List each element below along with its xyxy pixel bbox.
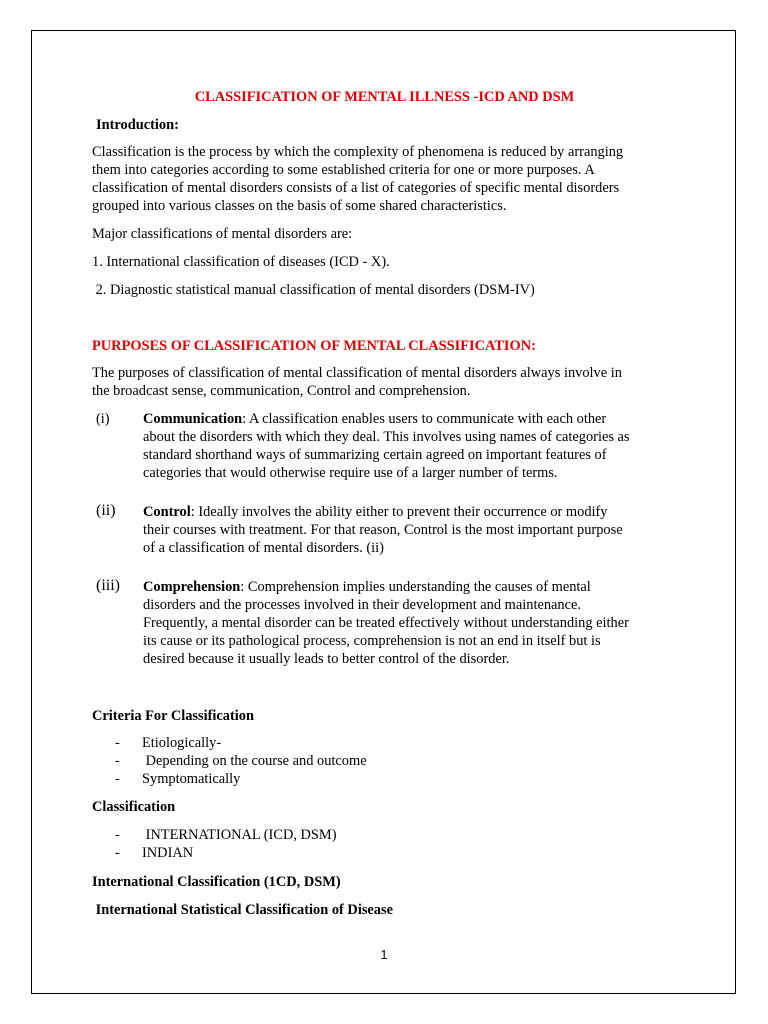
document-title: CLASSIFICATION OF MENTAL ILLNESS -ICD AND DSM bbox=[194, 89, 575, 105]
intro-line: classification of mental disorders consists of a list of categories of specific mental disorders bbox=[92, 180, 620, 196]
purpose-line: : Ideally involves the ability either to prevent their occurrence or modify bbox=[190, 504, 608, 520]
purpose-line: categories that would otherwise require use of a larger number of terms. bbox=[143, 465, 558, 481]
intro-line: grouped into various classes on the basis of some shared characteristics. bbox=[92, 198, 507, 214]
purpose-term: Control bbox=[143, 504, 191, 520]
purpose-term: Communication bbox=[143, 411, 243, 427]
classification-heading: Classification bbox=[92, 799, 176, 815]
purpose-numeral: (ii) bbox=[96, 502, 116, 519]
major-intro: Major classifications of mental disorders are: bbox=[92, 226, 353, 242]
purpose-line: its cause or its pathological process, comprehension is not an end in itself but is bbox=[143, 633, 601, 649]
purpose-text bbox=[143, 503, 671, 557]
purpose-numeral: (i) bbox=[96, 411, 110, 427]
purpose-item-communication bbox=[92, 410, 677, 482]
intro-paragraph bbox=[92, 143, 677, 215]
purpose-item-comprehension bbox=[92, 578, 677, 668]
purpose-line: : A classification enables users to communicate with each other bbox=[242, 411, 607, 427]
purpose-line: Frequently, a mental disorder can be treated effectively without understanding either bbox=[143, 615, 629, 631]
purpose-line: of a classification of mental disorders. (ii) bbox=[143, 540, 384, 556]
purpose-line: : Comprehension implies understanding the causes of mental bbox=[240, 579, 591, 595]
criteria-heading: Criteria For Classification bbox=[92, 708, 254, 724]
list-item: - INTERNATIONAL (ICD, DSM) bbox=[115, 827, 337, 843]
purpose-numeral: (iii) bbox=[96, 577, 120, 594]
purpose-line: desired because it usually leads to better control of the disorder. bbox=[143, 651, 510, 667]
major-item-dsm: 2. Diagnostic statistical manual classification of mental disorders (DSM-IV) bbox=[92, 282, 535, 298]
intro-line: them into categories according to some established criteria for one or more purposes. A bbox=[92, 162, 595, 178]
purposes-intro-line: The purposes of classification of mental classification of mental disorders always involve in bbox=[92, 365, 622, 381]
classification-list bbox=[92, 826, 677, 862]
purpose-text bbox=[143, 410, 671, 482]
purpose-line: about the disorders with which they deal. This involves using names of categories as bbox=[143, 429, 630, 445]
purpose-term: Comprehension bbox=[143, 579, 241, 595]
list-item: - INDIAN bbox=[115, 845, 194, 861]
list-item: - Depending on the course and outcome bbox=[115, 753, 367, 769]
purposes-heading: PURPOSES OF CLASSIFICATION OF MENTAL CLASSIFICATION: bbox=[92, 338, 536, 354]
purposes-intro bbox=[92, 364, 677, 400]
purposes-intro-line: the broadcast sense, communication, Control and comprehension. bbox=[92, 383, 471, 399]
major-item-icd: 1. International classification of diseases (ICD - X). bbox=[92, 254, 390, 270]
purpose-text bbox=[143, 578, 671, 668]
intro-heading: Introduction: bbox=[96, 117, 179, 133]
purpose-line: disorders and the processes involved in their development and maintenance. bbox=[143, 597, 581, 613]
purpose-line: their courses with treatment. For that reason, Control is the most important purpose bbox=[143, 522, 623, 538]
intl-sub-heading: International Statistical Classification of Disease bbox=[92, 902, 393, 918]
intro-line: Classification is the process by which the complexity of phenomena is reduced by arranging bbox=[92, 144, 624, 160]
list-item: - Symptomatically bbox=[115, 771, 241, 787]
intl-classification-heading: International Classification (1CD, DSM) bbox=[92, 874, 341, 890]
criteria-list bbox=[92, 734, 677, 788]
purpose-item-control bbox=[92, 503, 677, 557]
page-number: 1 bbox=[380, 948, 388, 962]
purpose-line: standard shorthand ways of summarizing certain agreed on important features of bbox=[143, 447, 607, 463]
list-item: - Etiologically- bbox=[115, 735, 222, 751]
